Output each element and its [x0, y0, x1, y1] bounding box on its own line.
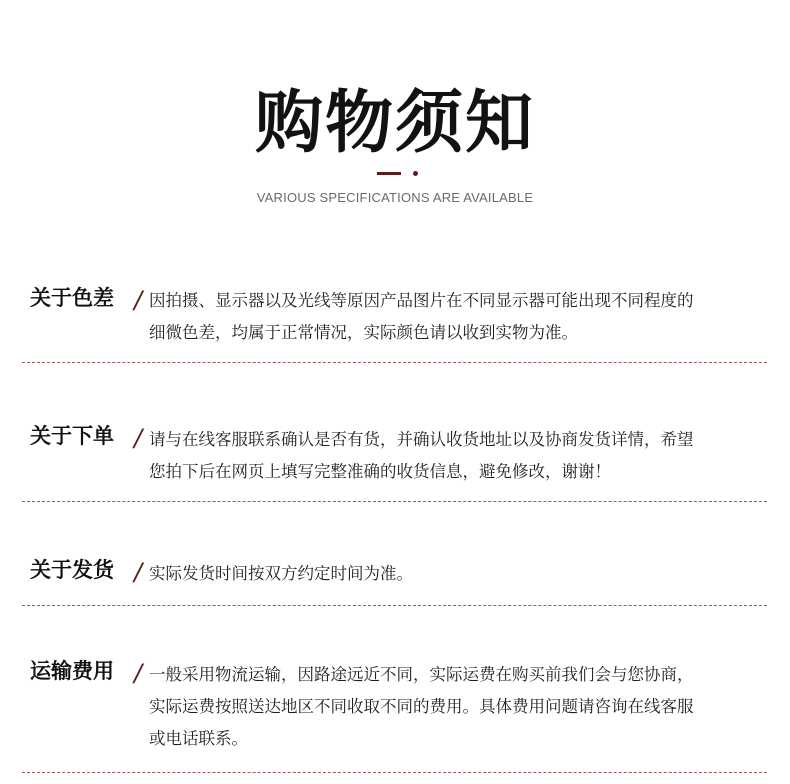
- title-accent-decoration: [377, 172, 407, 176]
- section-divider: [22, 772, 767, 773]
- section-line: 请与在线客服联系确认是否有货，并确认收货地址以及协商发货详情，希望: [149, 430, 694, 449]
- section-line: 实际发货时间按双方约定时间为准。: [149, 564, 413, 583]
- section-line: 细微色差，均属于正常情况，实际颜色请以收到实物为准。: [149, 323, 578, 342]
- page-title: 购物须知: [254, 84, 535, 163]
- section-divider: [22, 362, 767, 363]
- section-color-difference: [0, 284, 790, 374]
- section-label: 运输费用: [30, 659, 114, 683]
- label-separator: /: [134, 286, 143, 314]
- page-header: [0, 0, 790, 220]
- section-line: 或电话联系。: [149, 729, 248, 748]
- section-line: 您拍下后在网页上填写完整准确的收货信息，避免修改，谢谢！: [149, 462, 611, 481]
- accent-bar: [377, 172, 401, 175]
- section-ordering: [0, 422, 790, 512]
- page-subtitle: VARIOUS SPECIFICATIONS ARE AVAILABLE: [256, 190, 534, 205]
- section-label: 关于下单: [30, 424, 114, 448]
- section-label: 关于色差: [30, 286, 114, 310]
- section-body: [149, 424, 759, 488]
- section-line: 实际运费按照送达地区不同收取不同的费用。具体费用问题请咨询在线客服: [149, 697, 694, 716]
- section-line: 因拍摄、显示器以及光线等原因产品图片在不同显示器可能出现不同程度的: [149, 291, 694, 310]
- section-shipping: [0, 556, 790, 596]
- section-divider: [22, 605, 767, 606]
- section-body: [149, 558, 759, 590]
- label-separator: /: [134, 424, 143, 452]
- label-separator: /: [134, 659, 143, 687]
- accent-dot: [413, 171, 418, 176]
- section-divider: [22, 501, 767, 502]
- section-freight-cost: [0, 657, 790, 767]
- section-body: [149, 285, 759, 349]
- section-label: 关于发货: [30, 558, 114, 582]
- section-line: 一般采用物流运输，因路途远近不同，实际运费在购买前我们会与您协商，: [149, 665, 694, 684]
- label-separator: /: [134, 558, 143, 586]
- section-body: [149, 659, 759, 755]
